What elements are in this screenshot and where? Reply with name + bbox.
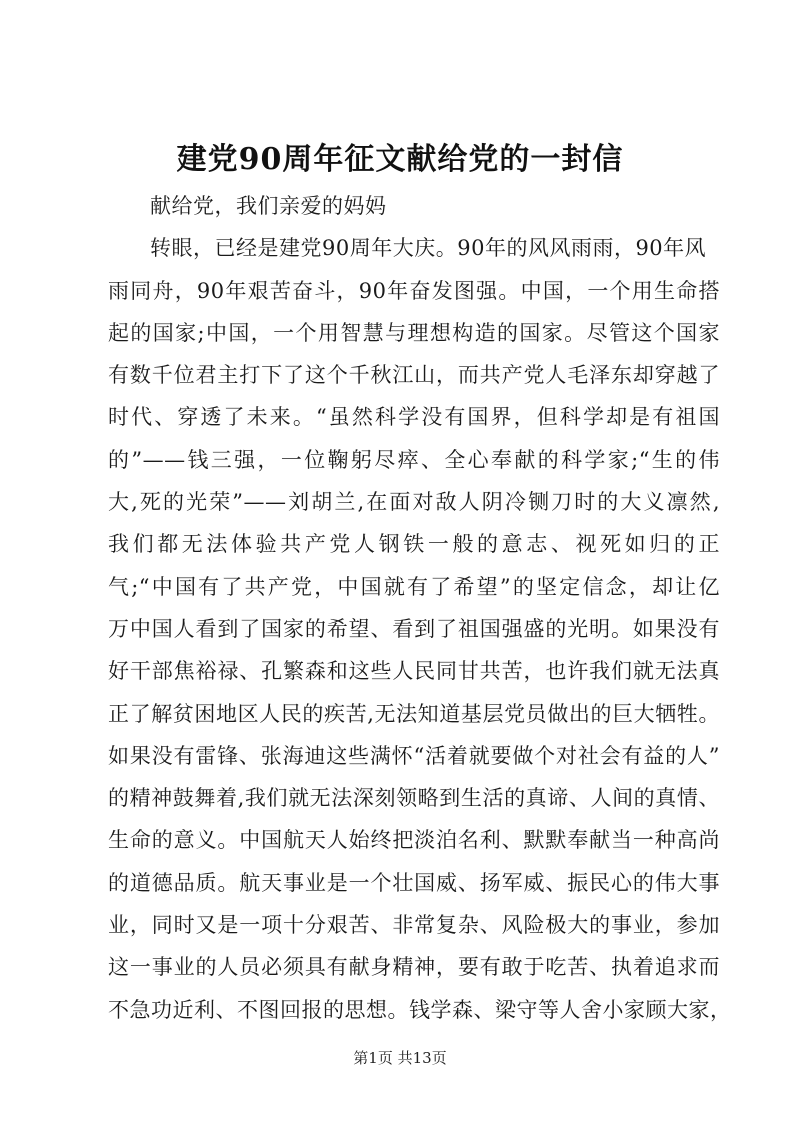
paragraph-line: 生命的意义。中国航天人始终把淡泊名利、默默奉献当一种高尚 (108, 828, 720, 853)
paragraph-line: 正了解贫困地区人民的疾苦,无法知道基层党员做出的巨大牺牲。 (108, 701, 720, 726)
paragraph-line: 万中国人看到了国家的希望、看到了祖国强盛的光明。如果没有 (108, 616, 720, 641)
paragraph-line: 气;“中国有了共产党，中国就有了希望”的坚定信念，却让亿 (108, 574, 720, 599)
paragraph-line: 这一事业的人员必须具有献身精神，要有敢于吃苦、执着追求而 (108, 955, 720, 980)
salutation-line: 献给党，我们亲爱的妈妈 (150, 194, 387, 218)
paragraph-line: 不急功近利、不图回报的思想。钱学森、梁守等人舍小家顾大家， (108, 997, 732, 1022)
document-title: 建党90周年征文献给党的一封信 (176, 142, 624, 177)
paragraph-line: 好干部焦裕禄、孔繁森和这些人民同甘共苦，也许我们就无法真 (108, 659, 720, 684)
paragraph-line: 的”——钱三强，一位鞠躬尽瘁、全心奉献的科学家;“生的伟 (108, 447, 720, 472)
paragraph-line: 业，同时又是一项十分艰苦、非常复杂、风险极大的事业，参加 (108, 913, 720, 938)
paragraph-line: 雨同舟，90年艰苦奋斗，90年奋发图强。中国，一个用生命搭 (108, 278, 720, 303)
paragraph-line: 起的国家;中国，一个用智慧与理想构造的国家。尽管这个国家 (108, 320, 720, 345)
paragraph-line: 转眼，已经是建党90周年大庆。90年的风风雨雨，90年风 (150, 236, 707, 261)
paragraph-line: 有数千位君主打下了这个千秋江山，而共产党人毛泽东却穿越了 (108, 363, 720, 388)
page-footer: 第1页 共13页 (353, 1049, 447, 1067)
paragraph-line: 如果没有雷锋、张海迪这些满怀“活着就要做个对社会有益的人” (108, 743, 720, 768)
paragraph-line: 大,死的光荣”——刘胡兰,在面对敌人阴冷铡刀时的大义凛然, (108, 490, 720, 515)
paragraph-line: 我们都无法体验共产党人钢铁一般的意志、视死如归的正 (108, 532, 720, 557)
document-body (108, 185, 732, 1031)
paragraph-line: 时代、穿透了未来。“虽然科学没有国界，但科学却是有祖国 (108, 405, 720, 430)
paragraph-line: 的精神鼓舞着,我们就无法深刻领略到生活的真谛、人间的真情、 (108, 786, 720, 811)
paragraph-line: 的道德品质。航天事业是一个壮国威、扬军威、振民心的伟大事 (108, 870, 720, 895)
